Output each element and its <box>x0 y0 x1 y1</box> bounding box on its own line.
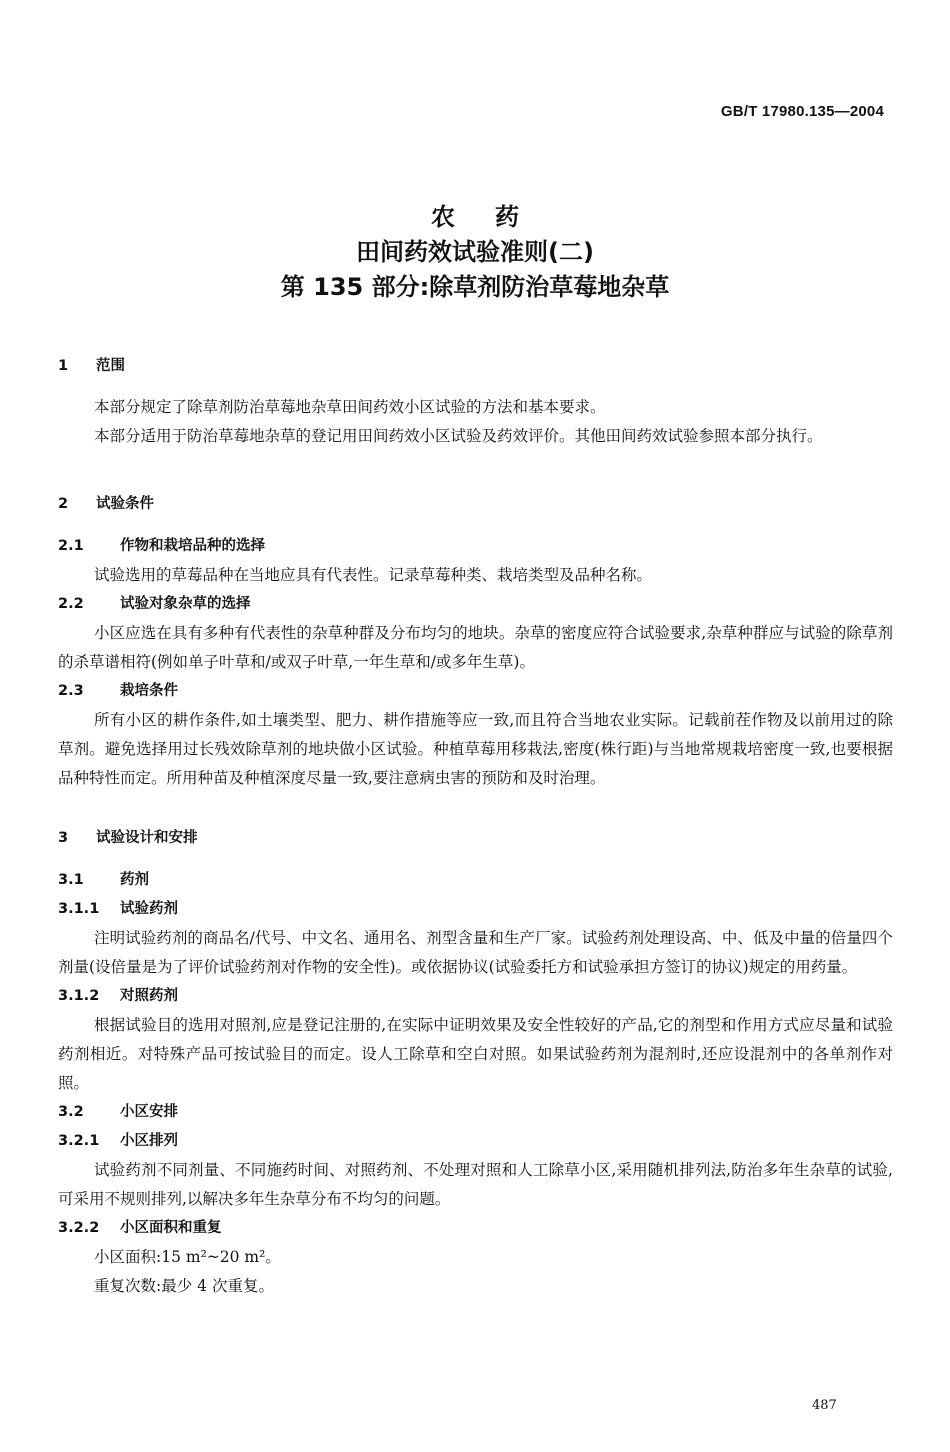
section-title: 试验设计和安排 <box>96 830 198 846</box>
subsection-heading <box>58 866 893 895</box>
subsection-title: 作物和栽培品种的选择 <box>120 538 265 554</box>
paragraph: 小区应选在具有多种有代表性的杂草种群及分布均匀的地块。杂草的密度应符合试验要求,杂草种群应与试验的除草剂的杀草谱相符(例如单子叶草和/或双子叶草,一年生草和/或多年生草)。 <box>58 624 893 671</box>
section-1-body <box>58 393 893 451</box>
subsection-title: 对照药剂 <box>120 988 178 1004</box>
subsection-title: 小区安排 <box>120 1104 178 1120</box>
section-3 <box>58 824 893 853</box>
subsection-heading <box>58 1214 893 1243</box>
subsection-number: 3.1.2 <box>58 988 100 1004</box>
subsection-number: 3.2.2 <box>58 1220 100 1236</box>
page-number: 487 <box>812 1398 837 1413</box>
section-heading <box>58 824 893 853</box>
subsection-heading <box>58 895 893 924</box>
subsection-title: 小区排列 <box>120 1133 178 1149</box>
section-number: 1 <box>58 358 69 374</box>
paragraph: 所有小区的耕作条件,如土壤类型、肥力、耕作措施等应一致,而且符合当地农业实际。记载前茬作物及以前用过的除草剂。避免选择用过长残效除草剂的地块做小区试验。种植草莓用移栽法,密度(株行距)与当地常规栽培密度一致,也要根据品种特性而定。所用种苗及种植深度尽量一致,要注意病虫害的预防和及时治理。 <box>58 711 893 787</box>
plot-area-line: 小区面积:15 m²~20 m²。 <box>94 1248 281 1266</box>
section-title: 范围 <box>96 358 125 374</box>
paragraph: 根据试验目的选用对照剂,应是登记注册的,在实际中证明效果及安全性较好的产品,它的剂型和作用方式应尽量和试验药剂相近。对特殊产品可按试验目的而定。设人工除草和空白对照。如果试验药剂为混剂时,还应设混剂中的各单剂作对照。 <box>58 1016 893 1092</box>
subsection-number: 2.1 <box>58 538 84 554</box>
subsection-number: 2.2 <box>58 596 84 612</box>
subsection-number: 3.2.1 <box>58 1133 100 1149</box>
replicates-line: 重复次数:最少 4 次重复。 <box>94 1277 274 1295</box>
subsection-heading <box>58 1127 893 1156</box>
section-2 <box>58 490 893 519</box>
section-1 <box>58 352 893 381</box>
section-heading <box>58 490 893 519</box>
title-line-3: 第 135 部分:除草剂防治草莓地杂草 <box>280 273 670 301</box>
title-line-1: 农药 <box>431 203 559 231</box>
subsection-title: 试验药剂 <box>120 901 178 917</box>
section-3-body <box>58 866 893 1301</box>
subsection-title: 试验对象杂草的选择 <box>120 596 251 612</box>
subsection-title: 小区面积和重复 <box>120 1220 222 1236</box>
standard-number: GB/T 17980.135—2004 <box>720 103 884 120</box>
subsection-number: 3.1.1 <box>58 901 100 917</box>
subsection-title: 栽培条件 <box>120 683 178 699</box>
subsection-heading <box>58 590 893 619</box>
section-2-body <box>58 532 893 793</box>
paragraph: 试验选用的草莓品种在当地应具有代表性。记录草莓种类、栽培类型及品种名称。 <box>94 566 653 584</box>
paragraph: 本部分规定了除草剂防治草莓地杂草田间药效小区试验的方法和基本要求。 <box>94 398 606 416</box>
subsection-heading <box>58 982 893 1011</box>
subsection-heading <box>58 677 893 706</box>
paragraph: 本部分适用于防治草莓地杂草的登记用田间药效小区试验及药效评价。其他田间药效试验参照本部分执行。 <box>94 427 823 445</box>
section-title: 试验条件 <box>96 496 154 512</box>
subsection-number: 3.2 <box>58 1104 84 1120</box>
subsection-heading <box>58 1098 893 1127</box>
subsection-number: 2.3 <box>58 683 84 699</box>
subsection-title: 药剂 <box>120 872 149 888</box>
paragraph: 试验药剂不同剂量、不同施药时间、对照药剂、不处理对照和人工除草小区,采用随机排列法,防治多年生杂草的试验,可采用不规则排列,以解决多年生杂草分布不均匀的问题。 <box>58 1161 893 1208</box>
title-line-2: 田间药效试验准则(二) <box>356 238 594 266</box>
section-number: 2 <box>58 496 69 512</box>
section-heading <box>58 352 893 381</box>
paragraph: 注明试验药剂的商品名/代号、中文名、通用名、剂型含量和生产厂家。试验药剂处理设高、中、低及中量的倍量四个剂量(设倍量是为了评价试验药剂对作物的安全性)。或依据协议(试验委托方和试验承担方签订的协议)规定的用药量。 <box>58 929 893 976</box>
subsection-heading <box>58 532 893 561</box>
subsection-number: 3.1 <box>58 872 84 888</box>
section-number: 3 <box>58 830 69 846</box>
